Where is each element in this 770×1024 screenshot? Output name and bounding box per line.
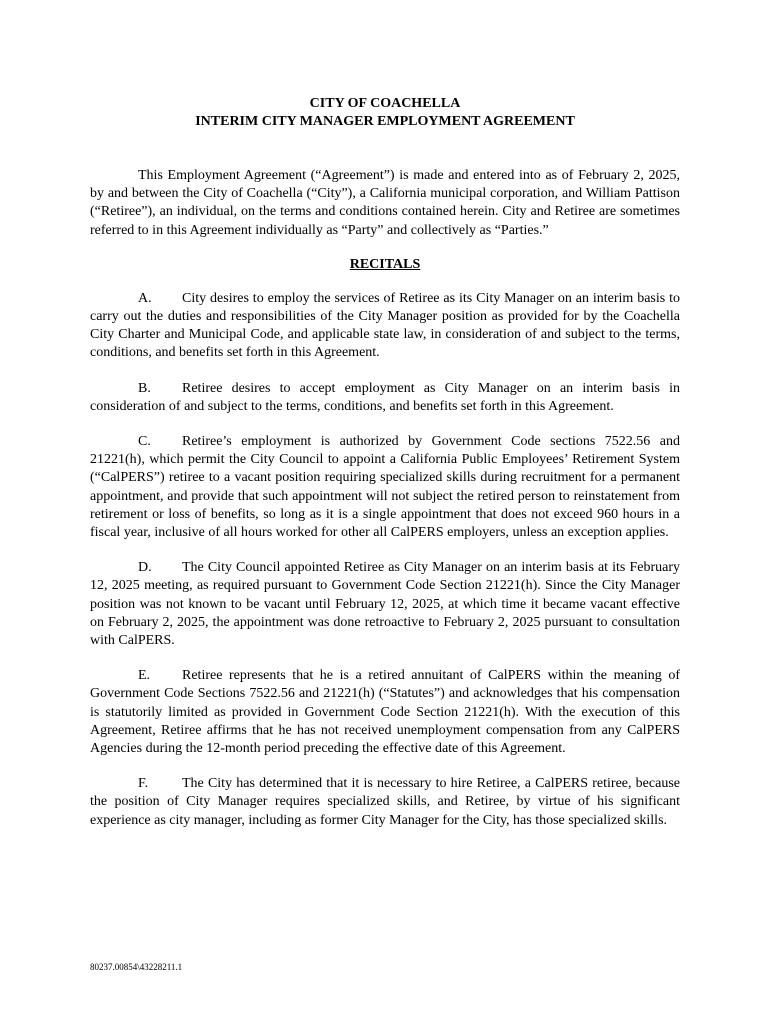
recital-letter: D. [138, 560, 152, 576]
recital-text: City desires to employ the services of Retiree as its City Manager on an interim basis to carry out the duties and responsibilities of the City Manager position as provided for by the Coachella City Charter and Municipal Code, and applicable state law, in consideration of and subject to the terms, conditions, and benefits set forth in this Agreement. [90, 290, 680, 361]
recital-d [90, 559, 680, 650]
recital-letter: F. [138, 776, 149, 792]
recital-letter: A. [138, 290, 152, 306]
recital-letter: E. [138, 668, 151, 684]
document-footer-code: 80237.00854\43228211.1 [90, 962, 183, 972]
intro-paragraph: This Employment Agreement (“Agreement”) is made and entered into as of February 2, 2025, by and between the City of Coachella (“City”), a California municipal corporation, and William Pattison (“Retiree”), an individual, on the terms and conditions contained herein. City and Retiree are sometimes referred to in this Agreement individually as “Party” and collectively as “Parties.” [90, 168, 680, 238]
recital-b [90, 380, 680, 416]
recital-letter: C. [138, 434, 151, 450]
recital-a [90, 290, 680, 363]
title-agreement: INTERIM CITY MANAGER EMPLOYMENT AGREEMENT [195, 114, 575, 129]
recital-text: Retiree represents that he is a retired annuitant of CalPERS within the meaning of Government Code Sections 7522.56 and 21221(h) (“Statutes”) and acknowledges that his compensation is statutorily limited as provided in Government Code Section 21221(h). With the execution of this Agreement, Retiree affirms that he has not received unemployment compensation from any CalPERS Agencies during the 12-month period preceding the effective date of this Agreement. [90, 668, 680, 757]
recitals-heading: RECITALS [349, 256, 421, 272]
recital-e [90, 667, 680, 758]
recital-text: Retiree desires to accept employment as City Manager on an interim basis in consideration of and subject to the terms, conditions, and benefits set forth in this Agreement. [90, 380, 680, 414]
document-title [90, 95, 680, 131]
title-city: CITY OF COACHELLA [309, 96, 461, 111]
recital-text: The City has determined that it is necessary to hire Retiree, a CalPERS retiree, because the position of City Manager requires specialized skills, and Retiree, by virtue of his significant experience as city manager, including as former City Manager for the City, has those specialized skills. [90, 776, 680, 828]
recital-text: Retiree’s employment is authorized by Government Code sections 7522.56 and 21221(h), which permit the City Council to appoint a California Public Employees’ Retirement System (“CalPERS”) retiree to a vacant position requiring specialized skills during recruitment for a permanent appointment, and provide that such appointment will not subject the retired person to reinstatement from retirement or loss of benefits, so long as it is a single appointment that does not exceed 960 hours in a fiscal year, inclusive of all hours worked for other all CalPERS employers, unless an exception applies. [90, 434, 680, 541]
document-body [90, 167, 680, 847]
recital-c [90, 433, 680, 542]
recital-f [90, 775, 680, 830]
recital-letter: B. [138, 380, 151, 396]
recital-text: The City Council appointed Retiree as City Manager on an interim basis at its February 12, 2025 meeting, as required pursuant to Government Code Section 21221(h). Since the City Manager position was not known to be vacant until February 12, 2025, at which time it became vacant effective on February 2, 2025, the appointment was done retroactive to February 2, 2025 pursuant to consultation with CalPERS. [90, 560, 680, 649]
